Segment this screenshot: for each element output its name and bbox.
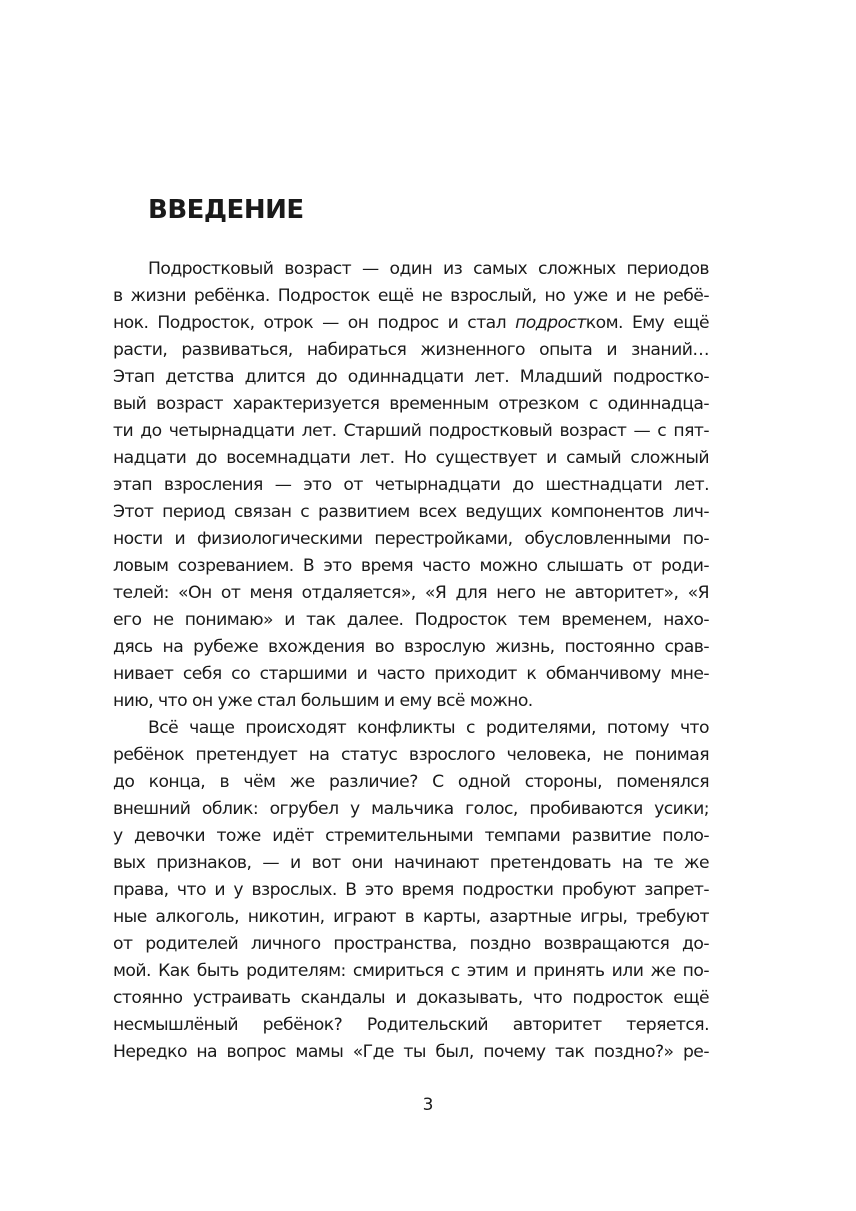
- text-line: Этап детства длится до одиннадцати лет. Младший подростко-: [113, 367, 709, 387]
- text-line: [113, 310, 709, 337]
- text-line: у девочки тоже идёт стремительными темпами развитие поло-: [113, 826, 709, 846]
- text-line: ти до четырнадцати лет. Старший подростковый возраст — с пят-: [113, 421, 709, 441]
- text-line: ности и физиологическими перестройками, обусловленными по-: [113, 529, 709, 549]
- text-line: до конца, в чём же различие? С одной стороны, поменялся: [113, 772, 709, 792]
- text-line: нию, что он уже стал большим и ему всё можно.: [113, 691, 533, 711]
- text-line: этап взросления — это от четырнадцати до шестнадцати лет.: [113, 475, 709, 495]
- text-line: в жизни ребёнка. Подросток ещё не взрослый, но уже и не ребё-: [113, 286, 709, 306]
- body-text: [113, 256, 709, 1066]
- italic-word: подрост: [515, 313, 586, 333]
- text-line: расти, развиваться, набираться жизненного опыта и знаний…: [113, 340, 709, 360]
- chapter-heading: ВВЕДЕНИЕ: [148, 195, 304, 225]
- text-line: права, что и у взрослых. В это время подростки пробуют запрет-: [113, 880, 709, 900]
- text-line: мой. Как быть родителям: смириться с этим и принять или же по-: [113, 961, 709, 981]
- text-line: ребёнок претендует на статус взрослого человека, не понимая: [113, 745, 709, 765]
- text-line: нивает себя со старшими и часто приходит к обманчивому мне-: [113, 664, 709, 684]
- text-line: надцати до восемнадцати лет. Но существует и самый сложный: [113, 448, 709, 468]
- page-number: 3: [422, 1095, 434, 1115]
- text-line: Этот период связан с развитием всех ведущих компонентов лич-: [113, 502, 709, 522]
- paragraph-2: [113, 715, 709, 1066]
- text-fragment: ком. Ему ещё: [585, 313, 709, 333]
- text-line: ловым созреванием. В это время часто можно слышать от роди-: [113, 556, 709, 576]
- text-line: Подростковый возраст — один из самых сложных периодов: [148, 259, 709, 279]
- text-line: внешний облик: огрубел у мальчика голос, пробиваются усики;: [113, 799, 709, 819]
- text-line: Нередко на вопрос мамы «Где ты был, почему так поздно?» ре-: [113, 1042, 709, 1062]
- text-line: телей: «Он от меня отдаляется», «Я для него не авторитет», «Я: [113, 583, 709, 603]
- text-line: ные алкоголь, никотин, играют в карты, азартные игры, требуют: [113, 907, 709, 927]
- text-fragment: нок. Подросток, отрок — он подрос и стал: [113, 313, 516, 333]
- text-line: вых признаков, — и вот они начинают претендовать на те же: [113, 853, 709, 873]
- text-line: стоянно устраивать скандалы и доказывать, что подросток ещё: [113, 988, 709, 1008]
- text-line: дясь на рубеже вхождения во взрослую жизнь, постоянно срав-: [113, 637, 709, 657]
- text-line: вый возраст характеризуется временным отрезком с одиннадца-: [113, 394, 709, 414]
- text-line: его не понимаю» и так далее. Подросток тем временем, нахо-: [113, 610, 709, 630]
- text-line: от родителей личного пространства, поздно возвращаются до-: [113, 934, 709, 954]
- text-line: Всё чаще происходят конфликты с родителями, потому что: [148, 718, 709, 738]
- paragraph-1: [113, 256, 709, 715]
- text-line: несмышлёный ребёнок? Родительский авторитет теряется.: [113, 1015, 709, 1035]
